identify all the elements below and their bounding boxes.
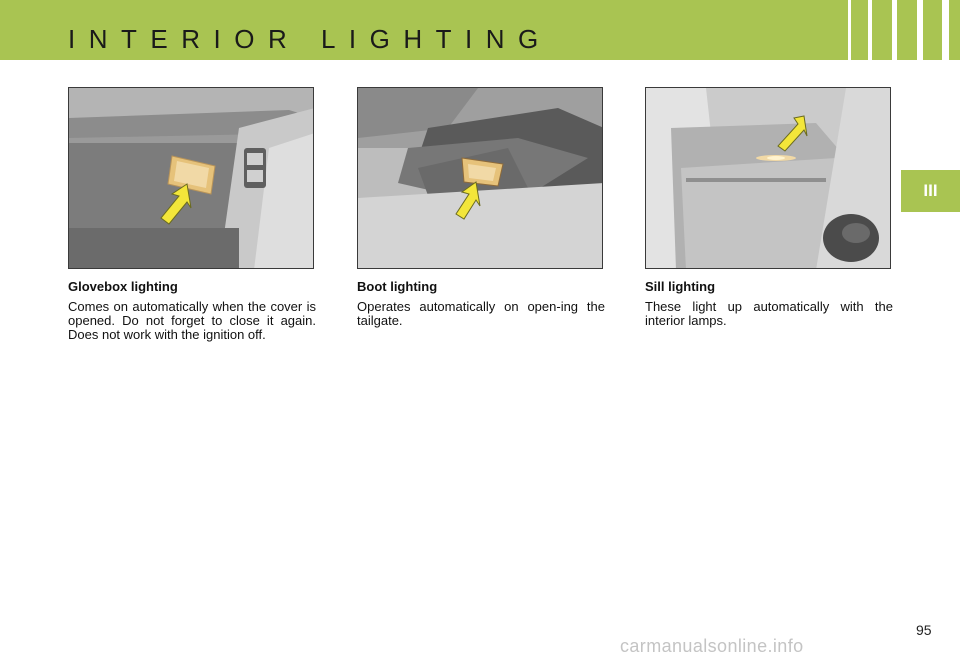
sill-title: Sill lighting [645, 279, 716, 294]
page-title: INTERIOR LIGHTING [68, 24, 552, 54]
glovebox-title: Glovebox lighting [68, 279, 178, 294]
glovebox-photo [68, 87, 314, 269]
boot-title: Boot lighting [357, 279, 438, 294]
sill-photo [645, 87, 891, 269]
watermark: carmanualsonline.info [620, 636, 804, 656]
sill-lamp [756, 155, 796, 161]
glovebox-caption [68, 279, 316, 342]
boot-caption [357, 279, 605, 328]
boot-text: Operates automatically on open-ing the tailgate. [357, 299, 605, 328]
glovebox-text: Comes on automatically when the cover is opened. Do not forget to close it again. Does not work with the ignition off. [68, 299, 316, 342]
sill-caption [645, 279, 893, 328]
header-stripes [838, 0, 960, 60]
chapter-tab[interactable]: III [901, 170, 960, 212]
boot-photo [357, 87, 603, 269]
header-bar [0, 0, 960, 60]
page-number: 95 [916, 622, 932, 638]
sill-text: These light up automatically with the interior lamps. [645, 299, 893, 328]
